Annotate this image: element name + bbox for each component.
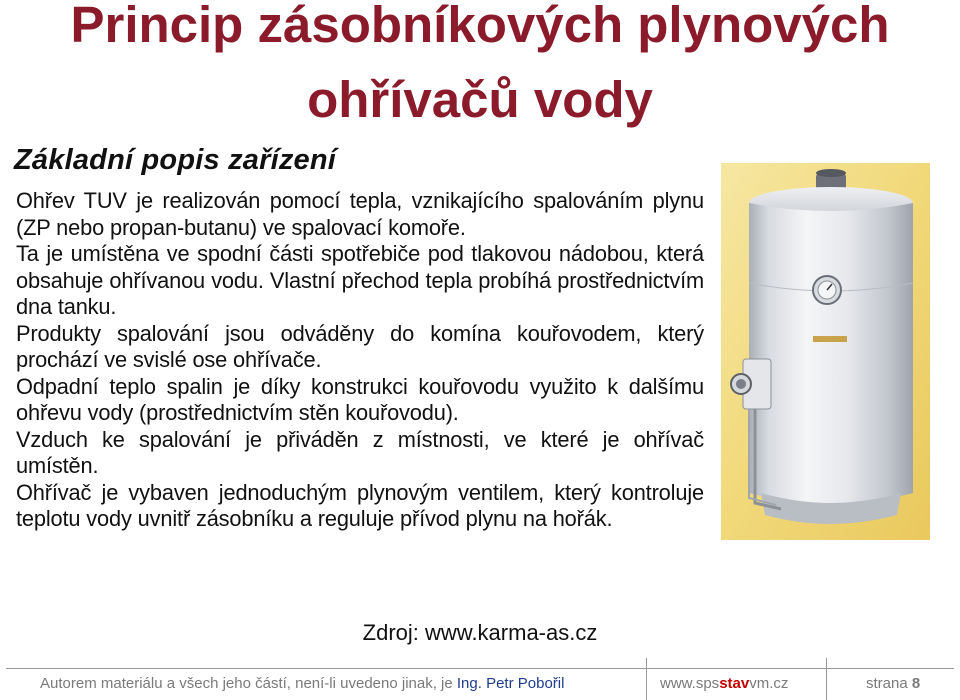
slide-title-line-2: ohřívačů vody [307,71,653,128]
footer-author-prefix: Autorem materiálu a všech jeho částí, není-li uvedeno jinak, je [40,675,457,692]
footer-site-part: www.sps [660,675,720,692]
footer-separator [826,658,827,700]
image-source: Zdroj: www.karma-as.cz [362,620,598,645]
paragraph: Odpadní teplo spalin je díky konstrukci kouřovodu využito k dalšímu ohřevu vody (prostřednictvím stěn kouřovodu). [16,373,704,425]
footer-page-number: 8 [911,675,921,692]
description-text [16,188,704,533]
slide-title [0,0,960,127]
footer-site-highlight: stav [719,675,750,692]
footer-divider [6,668,954,669]
section-heading: Základní popis zařízení [14,144,337,176]
paragraph: Vzduch ke spalování je přiváděn z místnosti, ve které je ohřívač umístěn. [16,426,704,478]
footer-author [40,675,564,692]
water-heater-photo [721,163,930,540]
slide-title-line-1: Princip zásobníkových plynových [70,0,890,53]
footer-page [866,675,920,692]
footer-separator [646,658,647,700]
paragraph: Ohřívač je vybaven jednoduchým plynovým ventilem, který kontroluje teplotu vody uvnitř zásobníku a reguluje přívod plynu na hořák. [16,479,704,531]
footer-page-label: strana [866,675,912,692]
footer-website[interactable] [660,675,788,692]
paragraph: Ta je umístěna ve spodní části spotřebiče pod tlakovou nádobou, která obsahuje ohřívanou vodu. Vlastní přechod tepla probíhá prostřednictvím dna tanku. [16,241,704,319]
paragraph: Ohřev TUV je realizován pomocí tepla, vznikajícího spalováním plynu (ZP nebo propan-butanu) ve spalovací komoře. [16,188,704,240]
paragraph: Produkty spalování jsou odváděny do komína kouřovodem, který prochází ve svislé ose ohřívače. [16,320,704,372]
footer-site-part: vm.cz [749,675,789,692]
footer-author-name: Ing. Petr Pobořil [456,675,565,692]
